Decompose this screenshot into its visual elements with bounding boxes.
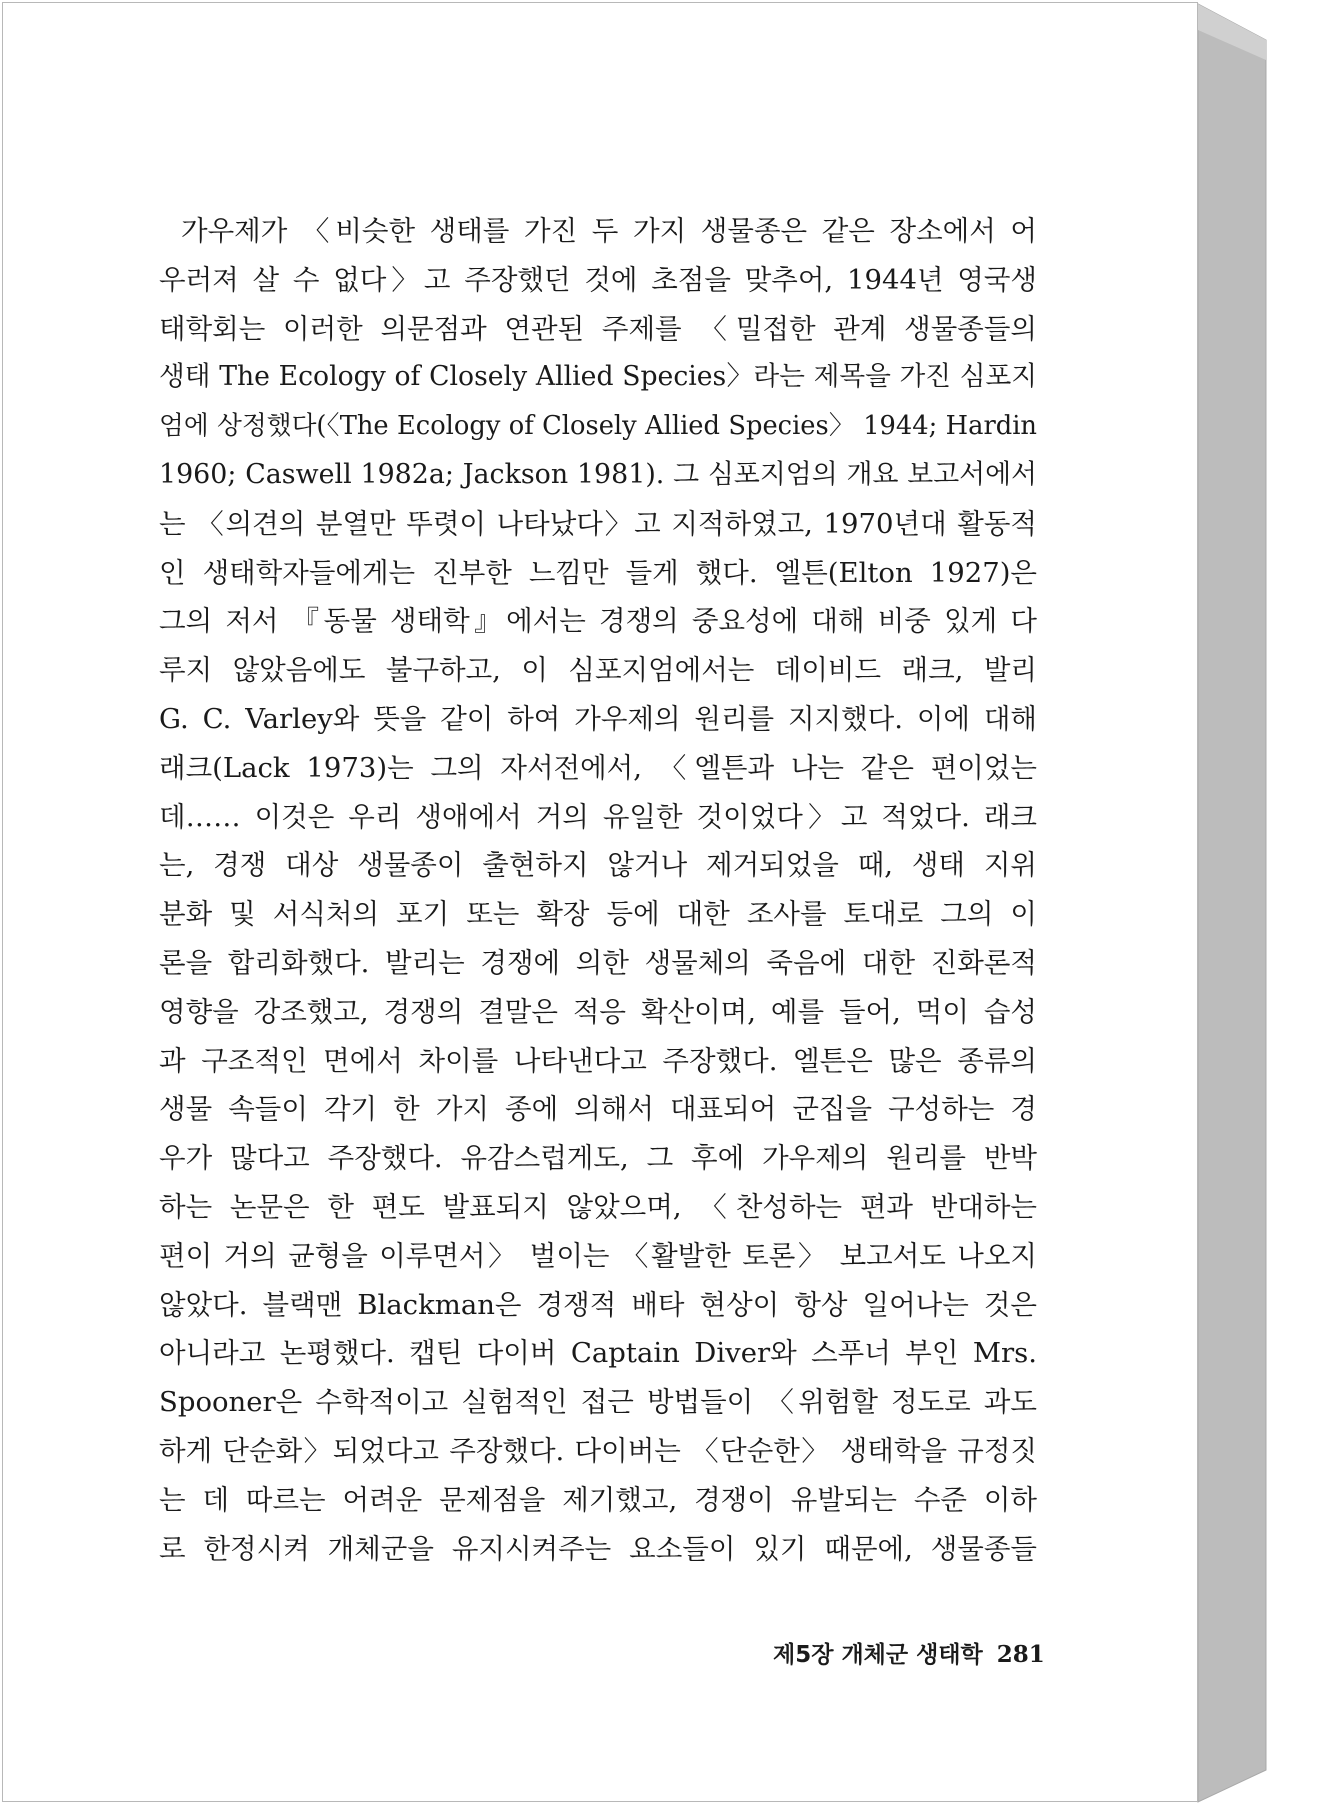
text-line: 인 생태학자들에게는 진부한 느낌만 들게 했다. 엘튼(Elton 1927)은 xyxy=(159,556,1037,589)
text-line: G. C. Varley와 뜻을 같이 하여 가우제의 원리를 지지했다. 이에 대해 xyxy=(159,702,1037,735)
chapter-title: 제5장 개체군 생태학 xyxy=(773,1642,983,1668)
text-line: 우러져 살 수 없다〉고 주장했던 것에 초점을 맞추어, 1944년 영국생 xyxy=(159,263,1037,296)
text-line: 는 〈의견의 분열만 뚜렷이 나타났다〉고 지적하였고, 1970년대 활동적 xyxy=(159,507,1037,540)
text-line: 데…… 이것은 우리 생애에서 거의 유일한 것이었다〉고 적었다. 래크 xyxy=(159,800,1037,833)
text-line: 않았다. 블랙맨 Blackman은 경쟁적 배타 현상이 항상 일어나는 것은 xyxy=(159,1288,1037,1321)
text-line: 엄에 상정했다(〈The Ecology of Closely Allied Species〉 1944; Hardin xyxy=(159,411,1037,442)
text-line: 편이 거의 균형을 이루면서〉 벌이는 〈활발한 토론〉 보고서도 나오지 xyxy=(159,1239,1037,1272)
text-line: 생물 속들이 각기 한 가지 종에 의해서 대표되어 군집을 구성하는 경 xyxy=(159,1093,1037,1126)
body-text xyxy=(159,207,1037,1573)
text-line: 래크(Lack 1973)는 그의 자서전에서, 〈엘튼과 나는 같은 편이었는 xyxy=(159,751,1037,784)
text-line: 아니라고 논평했다. 캡틴 다이버 Captain Diver와 스푸너 부인 Mrs. xyxy=(159,1337,1037,1370)
text-line: 그의 저서 『동물 생태학』에서는 경쟁의 중요성에 대해 비중 있게 다 xyxy=(159,605,1037,638)
text-line: 로 한정시켜 개체군을 유지시켜주는 요소들이 있기 때문에, 생물종들 xyxy=(159,1532,1037,1565)
text-line: 분화 및 서식처의 포기 또는 확장 등에 대한 조사를 토대로 그의 이 xyxy=(159,898,1037,931)
page-number: 281 xyxy=(996,1641,1045,1668)
text-line: 1960; Caswell 1982a; Jackson 1981). 그 심포지엄의 개요 보고서에서 xyxy=(159,458,1037,490)
text-line: 가우제가 〈비슷한 생태를 가진 두 가지 생물종은 같은 장소에서 어 xyxy=(181,215,1037,247)
text-line: 생태 The Ecology of Closely Allied Species〉라는 제목을 가진 심포지 xyxy=(159,361,1037,393)
text-line: 태학회는 이러한 의문점과 연관된 주제를 〈밀접한 관계 생물종들의 xyxy=(159,312,1037,345)
text-line: 하게 단순화〉되었다고 주장했다. 다이버는 〈단순한〉 생태학을 규정짓 xyxy=(159,1434,1037,1467)
text-line: 영향을 강조했고, 경쟁의 결말은 적응 확산이며, 예를 들어, 먹이 습성 xyxy=(159,995,1037,1028)
running-footer xyxy=(773,1635,1045,1675)
book-page xyxy=(2,2,1198,1802)
text-line: 우가 많다고 주장했다. 유감스럽게도, 그 후에 가우제의 원리를 반박 xyxy=(159,1142,1037,1175)
text-line: 과 구조적인 면에서 차이를 나타낸다고 주장했다. 엘튼은 많은 종류의 xyxy=(159,1044,1037,1077)
text-line: Spooner은 수학적이고 실험적인 접근 방법들이 〈위험할 정도로 과도 xyxy=(159,1386,1037,1419)
text-line: 루지 않았음에도 불구하고, 이 심포지엄에서는 데이비드 래크, 발리 xyxy=(159,654,1037,687)
text-line: 는 데 따르는 어려운 문제점을 제기했고, 경쟁이 유발되는 수준 이하 xyxy=(159,1483,1037,1516)
text-line: 하는 논문은 한 편도 발표되지 않았으며, 〈찬성하는 편과 반대하는 xyxy=(159,1190,1037,1223)
text-line: 는, 경쟁 대상 생물종이 출현하지 않거나 제거되었을 때, 생태 지위 xyxy=(159,849,1037,882)
text-line: 론을 합리화했다. 발리는 경쟁에 의한 생물체의 죽음에 대한 진화론적 xyxy=(159,946,1037,979)
